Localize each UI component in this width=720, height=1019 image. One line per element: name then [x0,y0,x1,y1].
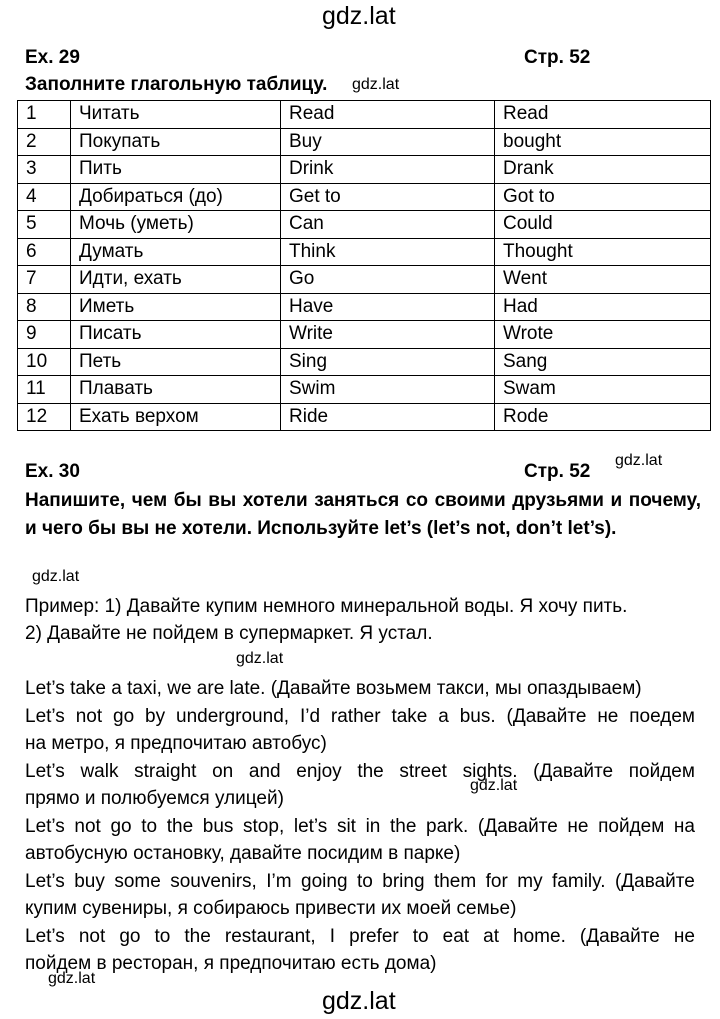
answer-word: не [597,705,619,727]
answer-word: for [485,870,508,892]
verb-russian: Иметь [71,293,281,321]
verb-russian: Пить [71,156,281,184]
row-number: 5 [18,211,71,239]
answer-word: not [75,705,103,727]
answer-word: поедем [629,705,695,727]
verb-past: bought [495,128,711,156]
ex30-page: Стр. 52 [524,461,591,482]
row-number: 12 [18,403,71,431]
table-row [18,183,711,211]
ex29-page: Стр. 52 [524,47,591,68]
verb-infinitive: Go [281,266,495,294]
verb-past: Sang [495,348,711,376]
answer-word: the [389,815,417,837]
answer-word: пойдем [598,815,665,837]
table-row [18,321,711,349]
ex29-label: Ex. 29 [25,47,80,68]
verb-past: Read [495,101,711,129]
answer-word: a [438,705,449,727]
ex30-label: Ex. 30 [25,461,80,482]
verb-past: Could [495,211,711,239]
verb-infinitive: Sing [281,348,495,376]
verb-infinitive: Ride [281,403,495,431]
answer-word: bring [382,870,425,892]
answer-word: home. [513,925,566,947]
answer-word: sit [336,815,356,837]
ex30-instruction: Напишите, чем бы вы хотели заняться со своими друзьями и почему, и чего бы вы не хотели. Используйте let’s (let’s not, don’t let’s). [25,490,701,539]
answer-word: straight [134,760,197,782]
answer-word: to [356,870,373,892]
verb-past: Drank [495,156,711,184]
verb-infinitive: Swim [281,376,495,404]
answer-word: park. [426,815,469,837]
answer-word: go [110,815,132,837]
answer-word: at [483,925,499,947]
verb-russian: Мочь (уметь) [71,211,281,239]
verb-infinitive: Write [281,321,495,349]
answer-word: walk [80,760,119,782]
answer-word: I’d [299,705,321,727]
answer-word: my [517,870,543,892]
answer-word: (Давайте [579,925,660,947]
answer-word: stop, [243,815,285,837]
verb-russian: Покупать [71,128,281,156]
row-number: 8 [18,293,71,321]
answer-word: (Давайте [533,760,614,782]
example-line-2: 2) Давайте не пойдем в супермаркет. Я устал. [25,623,433,644]
watermark: gdz.lat [470,777,518,794]
answer-word: restaurant, [224,925,316,947]
answer-word: the [166,815,194,837]
row-number: 2 [18,128,71,156]
example-line-1: Пример: 1) Давайте купим немного минеральной воды. Я хочу пить. [25,596,628,617]
row-number: 6 [18,238,71,266]
verb-infinitive: Drink [281,156,495,184]
answer-word: take [391,705,428,727]
answer-word: and [248,760,281,782]
answer-word: Let’s [25,705,65,727]
answer-line: прямо и полюбуемся улицей) [25,788,284,809]
row-number: 4 [18,183,71,211]
table-row [18,128,711,156]
watermark-bottom: gdz.lat [322,987,396,1015]
answer-word: the [357,760,384,782]
verb-past: Got to [495,183,711,211]
table-row [18,403,711,431]
answer-word: пойдем [628,760,695,782]
row-number: 1 [18,101,71,129]
watermark-top: gdz.lat [322,2,396,30]
answer-word: (Давайте [506,705,587,727]
verb-infinitive: Can [281,211,495,239]
verb-past: Had [495,293,711,321]
answer-line: на метро, я предпочитаю автобус) [25,733,327,754]
answer-word: I [329,925,336,947]
row-number: 7 [18,266,71,294]
answer-word: to [141,815,158,837]
answer-word: Let’s [25,760,65,782]
table-row [18,293,711,321]
answer-word: Let’s [25,815,65,837]
verb-infinitive: Have [281,293,495,321]
answer-word: the [184,925,211,947]
answer-word: not [74,815,101,837]
answer-word: street [399,760,447,782]
watermark: gdz.lat [236,650,284,667]
answer-word: sights. [462,760,518,782]
answer-line [25,703,695,731]
watermark: gdz.lat [32,568,80,585]
answer-word: to [412,925,429,947]
watermark: gdz.lat [48,970,96,987]
answer-line [25,813,695,841]
answer-word: family. [552,870,606,892]
answer-word: not [78,925,106,947]
answer-line: пойдем в ресторан, я предпочитаю есть дома) [25,953,437,974]
answer-word: go [119,925,141,947]
verb-infinitive: Read [281,101,495,129]
verb-infinitive: Buy [281,128,495,156]
table-row [18,156,711,184]
watermark: gdz.lat [352,76,400,93]
answer-word: Let’s [25,925,65,947]
answer-word: prefer [349,925,399,947]
answer-line: Let’s take a taxi, we are late. (Давайте возьмем такси, мы опаздываем) [25,678,642,699]
answer-word: them [433,870,477,892]
verb-russian: Ехать верхом [71,403,281,431]
verb-past: Wrote [495,321,711,349]
answer-line [25,868,695,896]
table-row [18,266,711,294]
verb-past: Went [495,266,711,294]
row-number: 10 [18,348,71,376]
verb-past: Swam [495,376,711,404]
row-number: 3 [18,156,71,184]
answer-word: на [673,815,695,837]
verb-russian: Петь [71,348,281,376]
answer-word: going [301,870,348,892]
verb-russian: Идти, ехать [71,266,281,294]
answer-word: souvenirs, [170,870,257,892]
answer-word: some [114,870,161,892]
answer-word: let’s [293,815,328,837]
answer-word: underground, [176,705,290,727]
table-row [18,101,711,129]
verb-past: Thought [495,238,711,266]
verb-table [17,100,711,431]
row-number: 9 [18,321,71,349]
answer-line [25,923,695,951]
verb-russian: Читать [71,101,281,129]
answer-line [25,758,695,786]
verb-russian: Плавать [71,376,281,404]
answer-word: bus [202,815,234,837]
answer-word: enjoy [296,760,342,782]
verb-infinitive: Think [281,238,495,266]
answer-word: buy [74,870,105,892]
verb-russian: Думать [71,238,281,266]
ex29-instruction: Заполните глагольную таблицу. [25,74,328,95]
verb-russian: Писать [71,321,281,349]
row-number: 11 [18,376,71,404]
answer-word: on [212,760,234,782]
answer-word: I’m [266,870,292,892]
answer-line: автобусную остановку, давайте посидим в парке) [25,843,461,864]
answer-word: Let’s [25,870,65,892]
answer-word: (Давайте [614,870,695,892]
verb-infinitive: Get to [281,183,495,211]
answer-word: bus. [459,705,496,727]
verb-past: Rode [495,403,711,431]
watermark: gdz.lat [615,452,663,469]
table-row [18,211,711,239]
answer-word: go [113,705,135,727]
answer-word: не [567,815,589,837]
answer-word: eat [442,925,470,947]
answer-word: in [365,815,381,837]
table-row [18,348,711,376]
answer-word: (Давайте [477,815,558,837]
answer-word: не [673,925,695,947]
verb-russian: Добираться (до) [71,183,281,211]
answer-word: rather [330,705,381,727]
answer-line: купим сувениры, я собираюсь привести их моей семье) [25,898,517,919]
answer-word: by [145,705,166,727]
table-row [18,376,711,404]
table-row [18,238,711,266]
answer-word: to [154,925,171,947]
